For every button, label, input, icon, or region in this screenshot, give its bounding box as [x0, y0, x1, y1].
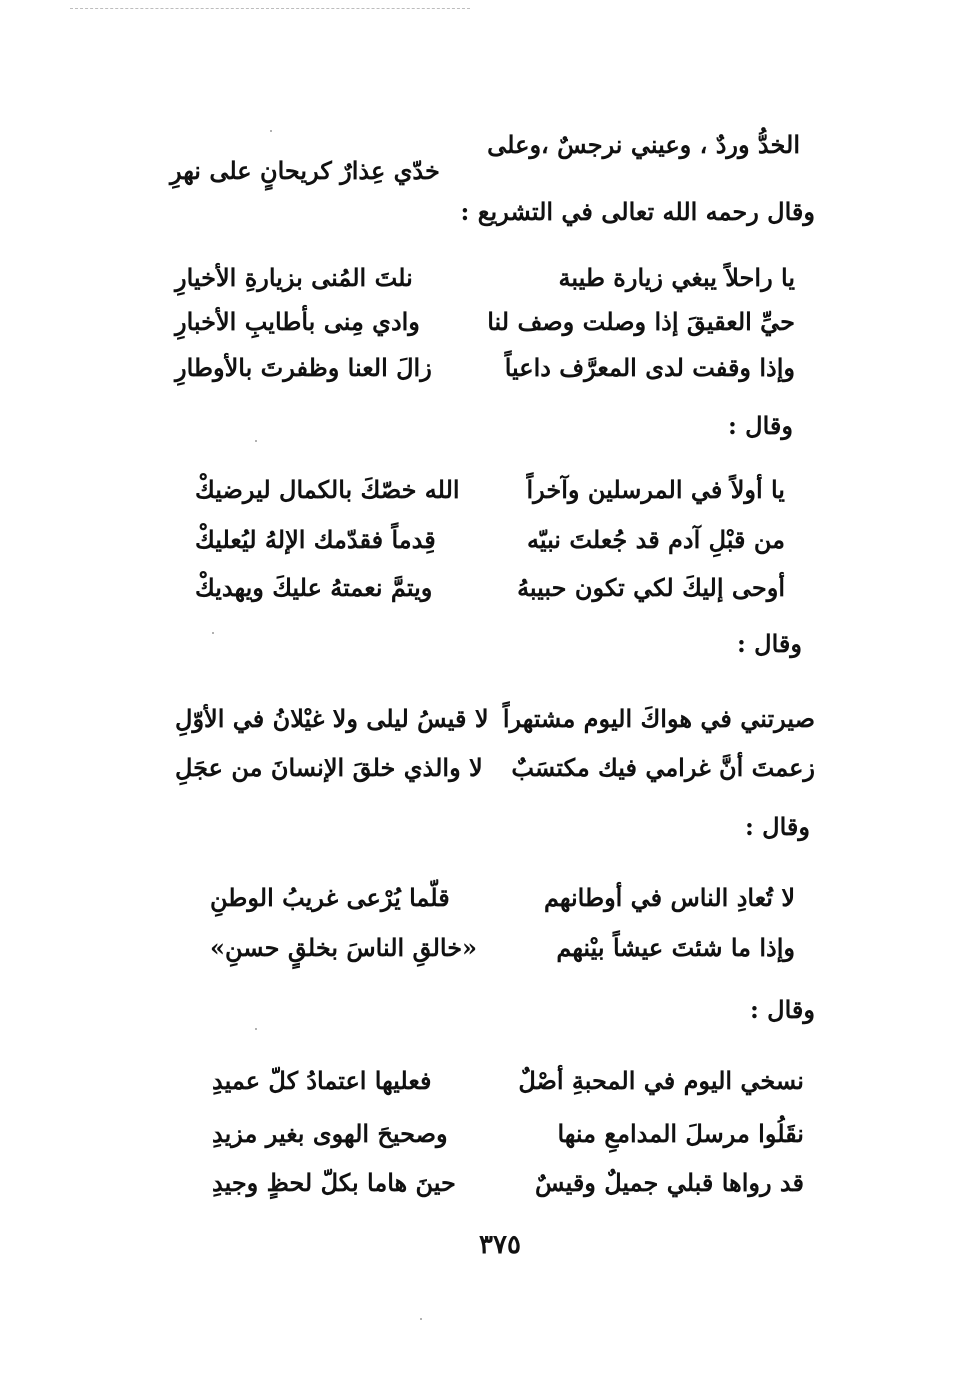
hemistich-right: حيِّ العقيقَ إذا وصلت وصف لنا [487, 306, 795, 336]
scan-speck [255, 1028, 257, 1030]
hemistich-right: وإذا ما شئتَ عيشاً بيْنهم [556, 932, 795, 962]
verse-line [175, 255, 795, 299]
hemistich-left: الله خصّكَ بالكمال ليرضيكْ [195, 474, 460, 504]
hemistich-left: فعليها اعتمادُ كلّ عميدِ [212, 1065, 432, 1095]
scan-speck [255, 440, 257, 442]
hemistich-left: «خالقِ الناسَ بخلقٍ حسنِ» [210, 932, 478, 962]
hemistich-right: يا أولاً في المرسلين وآخراً [526, 474, 785, 504]
verse-line [212, 1111, 804, 1155]
hemistich-left: وادي مِنى بأطايبِ الأخبارِ [175, 306, 420, 336]
page-top-edge [70, 8, 470, 9]
hemistich-left: خدّي عِذارٌ كريحانٍ على نهرِ [170, 156, 440, 185]
verse-line [212, 1160, 804, 1204]
hemistich-left: ويتمَّ نعمتهُ عليكَ ويهديكْ [195, 572, 433, 602]
verse-line [175, 345, 795, 389]
verse-line [210, 925, 795, 969]
page-number: ٣٧٥ [479, 1230, 521, 1260]
section-intro: وقال : [727, 411, 793, 440]
hemistich-left: لا قيسُ ليلى ولا غيْلانُ في الأوّلِ [175, 703, 489, 733]
hemistich-left: حينَ هاما بكلّ لحظٍ وجيدِ [212, 1167, 456, 1197]
section-intro: وقال رحمه الله تعالى في التشريع : [460, 197, 815, 226]
hemistich-left: وصحيحَ الهوى بغير مزيدِ [212, 1118, 448, 1148]
hemistich-right: يا راحلاً يبغي زيارة طيبة [558, 262, 795, 292]
verse-line [195, 467, 785, 511]
opening-verse [170, 130, 800, 186]
hemistich-left: لا والذي خلقَ الإنسانَ من عجَلِ [175, 752, 483, 782]
verse-line [195, 517, 785, 561]
hemistich-right: لا تُعادِ الناس في أوطانهم [543, 882, 795, 912]
verse-line [210, 875, 795, 919]
hemistich-right: من قبْلِ آدم قد جُعلتَ نبيّه [526, 524, 785, 554]
hemistich-left: قِدماً فقدّمك الإلهُ ليُعليكْ [195, 524, 436, 554]
hemistich-right: أوحى إليكَ لكي تكون حبيبهُ [517, 572, 785, 602]
hemistich-left: نلتَ المُنى بزيارةِ الأخيارِ [175, 262, 413, 292]
section-intro: وقال : [749, 995, 815, 1024]
hemistich-right: قد رواها قبلي جميلٌ وقيسٌ [534, 1167, 804, 1197]
verse-line [212, 1058, 804, 1102]
scan-speck [212, 632, 214, 634]
scan-speck [420, 1318, 422, 1320]
section-intro: وقال : [744, 812, 810, 841]
verse-line [175, 299, 795, 343]
verse-line [195, 565, 785, 609]
hemistich-right: صيرتني في هواكَ اليوم مشتهراً [502, 703, 815, 733]
verse-line [175, 745, 815, 789]
hemistich-right: وإذا وقفت لدى المعرَّف داعياً [504, 352, 795, 382]
verse-line [175, 696, 815, 740]
hemistich-right: نسخي اليوم في المحبةِ أصْلٌ [518, 1065, 804, 1095]
hemistich-left: قلّما يُرْعى غريبُ الوطنِ [210, 882, 450, 912]
hemistich-right: الخدُّ وردٌ ، وعيني نرجسٌ ،وعلى [487, 130, 800, 159]
hemistich-right: زعمتَ أنَّ غرامي فيك مكتسَبٌ [511, 752, 815, 782]
hemistich-right: نقَلُوا مرسلَ المدامعِ منها [557, 1118, 804, 1148]
hemistich-left: زالَ العنا وظفرتَ بالأوطارِ [175, 352, 432, 382]
section-intro: وقال : [736, 629, 802, 658]
